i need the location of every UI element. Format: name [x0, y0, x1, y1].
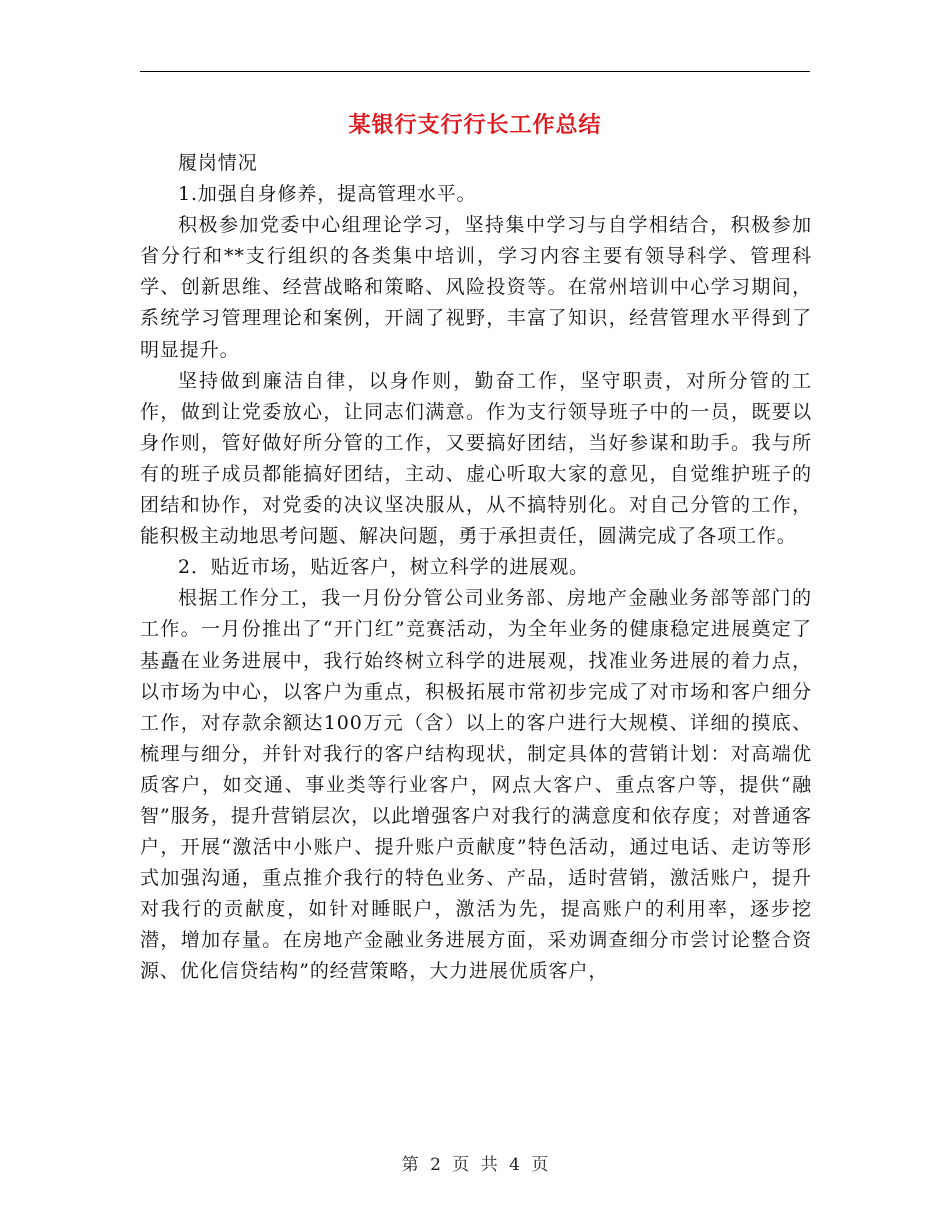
document-body: [140, 148, 812, 988]
body-paragraph-1: 积极参加党委中心组理论学习，坚持集中学习与自学相结合，积极参加省分行和**支行组织的各类集中培训，学习内容主要有领导科学、管理科学、创新思维、经营战略和策略、风险投资等。在常州培训中心学习期间，系统学习管理理论和案例，开阔了视野，丰富了知识，经营管理水平得到了明显提升。: [140, 214, 812, 361]
subsection-heading-2: 2．贴近市场，贴近客户，树立科学的进展观。: [178, 556, 589, 579]
body-paragraph-2: 坚持做到廉洁自律，以身作则，勤奋工作，坚守职责，对所分管的工作，做到让党委放心，让同志们满意。作为支行领导班子中的一员，既要以身作则，管好做好所分管的工作，又要搞好团结，当好参谋和助手。我与所有的班子成员都能搞好团结，主动、虚心听取大家的意见，自觉维护班子的团结和协作，对党委的决议坚决服从，从不搞特别化。对自己分管的工作，能积极主动地思考问题、解决问题，勇于承担责任，圆满完成了各项工作。: [140, 369, 812, 548]
document-title: 某银行支行行长工作总结: [348, 113, 602, 138]
section-heading: 履岗情况: [178, 152, 258, 174]
subsection-heading-1: 1.加强自身修养，提高管理水平。: [178, 183, 477, 206]
page-number: 第 2 页 共 4 页: [401, 1155, 549, 1175]
header-rule: [140, 71, 810, 72]
body-paragraph-3: 根据工作分工，我一月份分管公司业务部、房地产金融业务部等部门的工作。一月份推出了“开门红”竞赛活动，为全年业务的健康稳定进展奠定了基矗在业务进展中，我行始终树立科学的进展观，找准业务进展的着力点，以市场为中心，以客户为重点，积极拓展市常初步完成了对市场和客户细分工作，对存款余额达100万元（含）以上的客户进行大规模、详细的摸底、梳理与细分，并针对我行的客户结构现状，制定具体的营销计划：对高端优质客户，如交通、事业类等行业客户，网点大客户、重点客户等，提供“融智”服务，提升营销层次，以此增强客户对我行的满意度和依存度；对普通客户，开展“激活中小账户、提升账户贡献度”特色活动，通过电话、走访等形式加强沟通，重点推介我行的特色业务、产品，适时营销，激活账户，提升对我行的贡献度，如针对睡眠户，激活为先，提高账户的利用率，逐步挖潜，增加存量。在房地产金融业务进展方面，采劝调查细分市尝讨论整合资源、优化信贷结构”的经营策略，大力进展优质客户，: [140, 587, 812, 983]
